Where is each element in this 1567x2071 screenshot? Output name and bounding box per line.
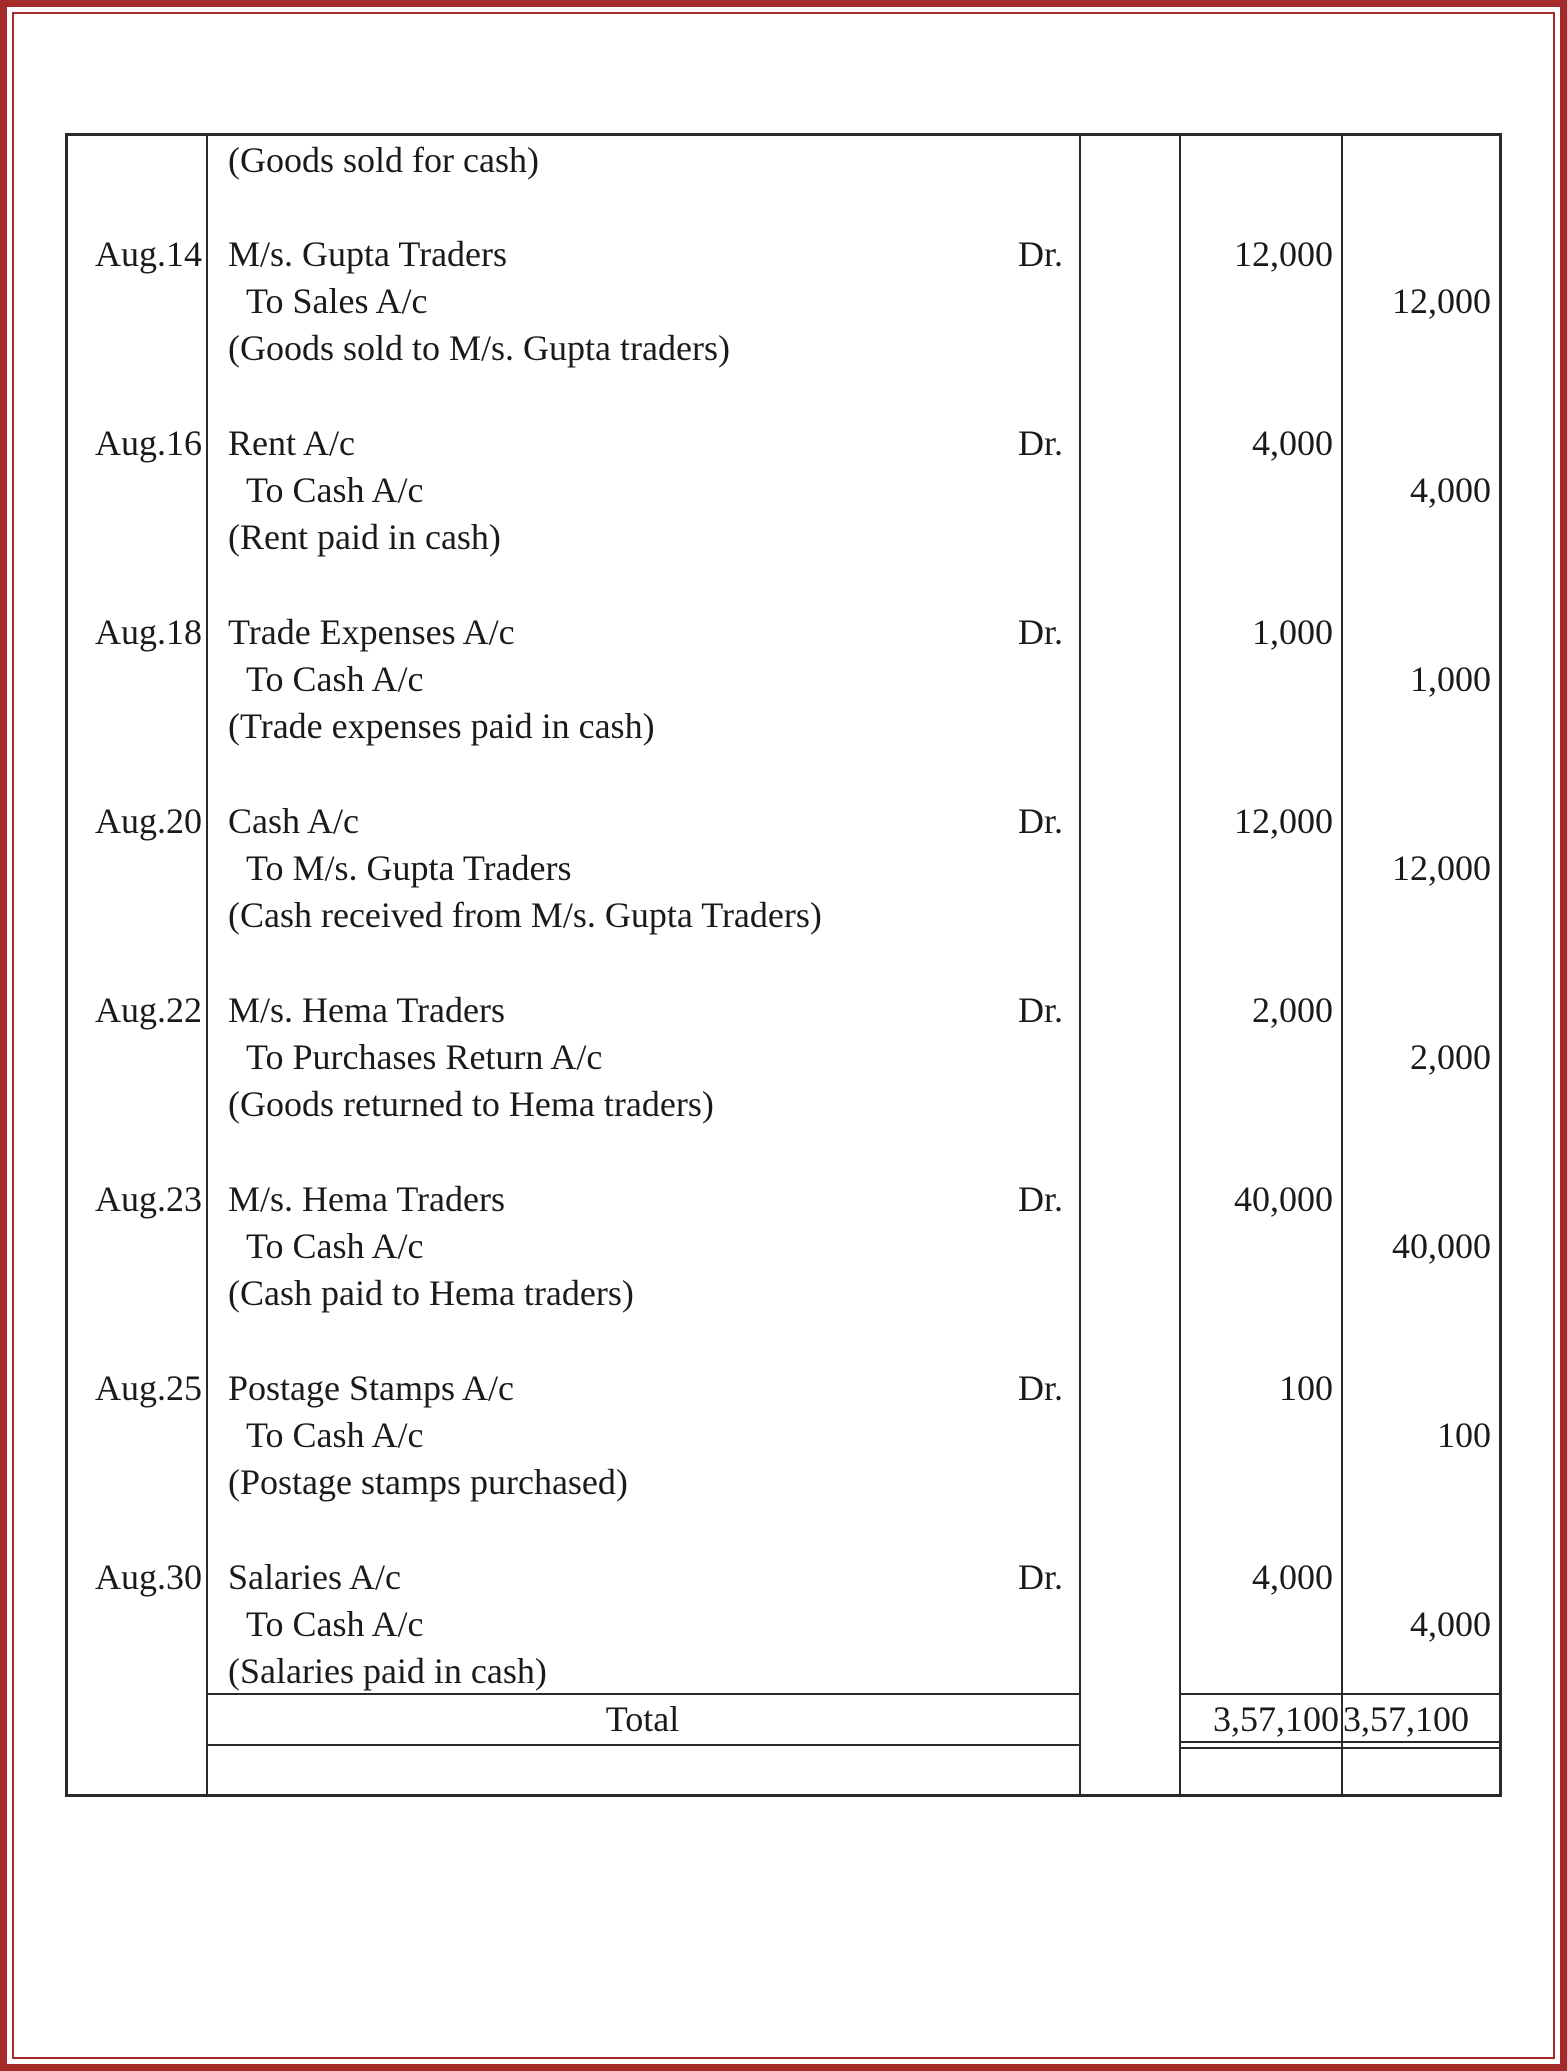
- entry-narration: (Goods sold to M/s. Gupta traders): [228, 328, 730, 368]
- total-rule-top: [206, 1693, 1079, 1695]
- entry-debit-amount: 40,000: [1234, 1179, 1333, 1219]
- entry-dr-mark: Dr.: [1018, 1179, 1063, 1219]
- entry-date: Aug.30: [95, 1557, 202, 1597]
- entry-credit-amount: 12,000: [1392, 848, 1491, 888]
- total-label: Total: [605, 1699, 680, 1739]
- debit-total: 3,57,100: [1213, 1699, 1339, 1739]
- entry-date: Aug.25: [95, 1368, 202, 1408]
- column-rule-particulars: [1079, 136, 1081, 1794]
- entry-debit-account: Trade Expenses A/c: [228, 612, 515, 652]
- entry-credit-amount: 4,000: [1410, 1604, 1491, 1644]
- credit-total-double-rule-2: [1341, 1747, 1502, 1749]
- entry-credit-amount: 100: [1437, 1415, 1491, 1455]
- total-rule-bottom: [206, 1744, 1079, 1746]
- entry-credit-account: To Cash A/c: [246, 659, 424, 699]
- continuation-narration: (Goods sold for cash): [228, 140, 539, 180]
- entry-narration: (Goods returned to Hema traders): [228, 1084, 714, 1124]
- entry-debit-account: Salaries A/c: [228, 1557, 401, 1597]
- entry-dr-mark: Dr.: [1018, 423, 1063, 463]
- entry-credit-account: To Purchases Return A/c: [246, 1037, 603, 1077]
- entry-debit-amount: 12,000: [1234, 234, 1333, 274]
- entry-debit-account: M/s. Hema Traders: [228, 1179, 505, 1219]
- entry-debit-amount: 12,000: [1234, 801, 1333, 841]
- column-rule-debit: [1341, 136, 1343, 1794]
- entry-date: Aug.23: [95, 1179, 202, 1219]
- entry-debit-amount: 2,000: [1252, 990, 1333, 1030]
- entry-debit-amount: 100: [1279, 1368, 1333, 1408]
- column-rule-lf: [1179, 136, 1181, 1794]
- entry-debit-account: Postage Stamps A/c: [228, 1368, 514, 1408]
- entry-credit-account: To Cash A/c: [246, 1415, 424, 1455]
- entry-dr-mark: Dr.: [1018, 801, 1063, 841]
- entry-credit-amount: 4,000: [1410, 470, 1491, 510]
- entry-dr-mark: Dr.: [1018, 1368, 1063, 1408]
- entry-narration: (Trade expenses paid in cash): [228, 706, 655, 746]
- entry-narration: (Cash received from M/s. Gupta Traders): [228, 895, 822, 935]
- debit-total-double-rule-2: [1179, 1747, 1341, 1749]
- entry-debit-account: M/s. Gupta Traders: [228, 234, 508, 274]
- entry-debit-account: M/s. Hema Traders: [228, 990, 505, 1030]
- entry-dr-mark: Dr.: [1018, 234, 1063, 274]
- entry-narration: (Rent paid in cash): [228, 517, 501, 557]
- entry-narration: (Cash paid to Hema traders): [228, 1273, 634, 1313]
- credit-total-double-rule-1: [1341, 1741, 1502, 1743]
- entry-debit-account: Rent A/c: [228, 423, 355, 463]
- credit-total-rule-top: [1341, 1693, 1502, 1695]
- entry-credit-amount: 1,000: [1410, 659, 1491, 699]
- entry-date: Aug.16: [95, 423, 202, 463]
- entry-date: Aug.18: [95, 612, 202, 652]
- debit-total-rule-top: [1179, 1693, 1341, 1695]
- entry-credit-amount: 12,000: [1392, 281, 1491, 321]
- entry-narration: (Postage stamps purchased): [228, 1462, 628, 1502]
- entry-credit-account: To Cash A/c: [246, 1604, 424, 1644]
- entry-debit-account: Cash A/c: [228, 801, 359, 841]
- entry-dr-mark: Dr.: [1018, 990, 1063, 1030]
- entry-narration: (Salaries paid in cash): [228, 1651, 547, 1691]
- entry-debit-amount: 1,000: [1252, 612, 1333, 652]
- entry-date: Aug.22: [95, 990, 202, 1030]
- journal-table: [65, 133, 1502, 1797]
- entry-credit-account: To Sales A/c: [246, 281, 428, 321]
- entry-date: Aug.14: [95, 234, 202, 274]
- column-rule-date: [206, 136, 208, 1794]
- entry-dr-mark: Dr.: [1018, 1557, 1063, 1597]
- entry-credit-account: To Cash A/c: [246, 470, 424, 510]
- credit-total: 3,57,100: [1343, 1699, 1469, 1739]
- entry-credit-amount: 40,000: [1392, 1226, 1491, 1266]
- entry-credit-amount: 2,000: [1410, 1037, 1491, 1077]
- entry-credit-account: To M/s. Gupta Traders: [246, 848, 572, 888]
- debit-total-double-rule-1: [1179, 1741, 1341, 1743]
- entry-credit-account: To Cash A/c: [246, 1226, 424, 1266]
- entry-dr-mark: Dr.: [1018, 612, 1063, 652]
- entry-debit-amount: 4,000: [1252, 423, 1333, 463]
- entry-debit-amount: 4,000: [1252, 1557, 1333, 1597]
- entry-date: Aug.20: [95, 801, 202, 841]
